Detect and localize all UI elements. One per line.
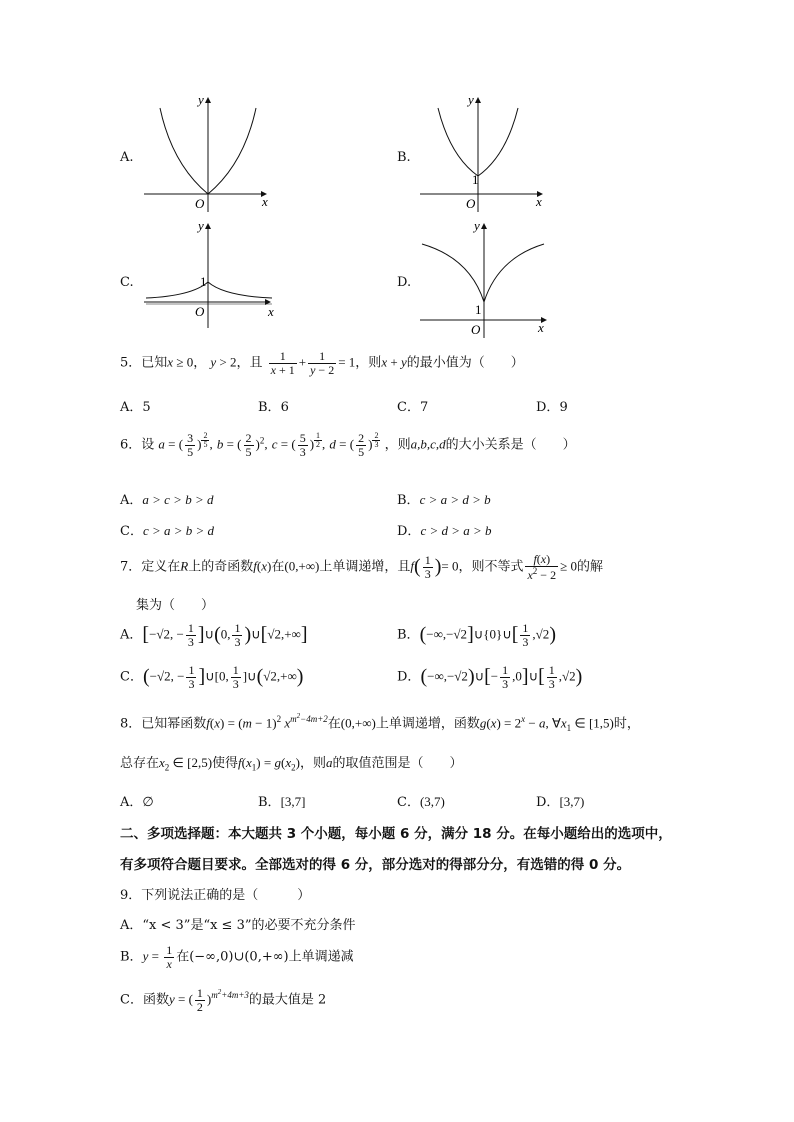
option-b[interactable]: B．y = $\frac{1}{x}$ 在(−∞,0)∪(0,+∞)上单调递减 <box>120 943 354 971</box>
option-c[interactable]: C．7 <box>397 400 429 415</box>
section-2-heading-line1: 二、多项选择题：本大题共 3 个小题，每小题 6 分，满分 18 分。在每小题给出的选项中， <box>120 826 672 842</box>
y-axis-label: y <box>198 218 204 233</box>
option-b[interactable]: B．c > a > d > b <box>397 492 491 508</box>
fraction: $\frac{1}{x + 1}$ <box>270 349 295 377</box>
option-b[interactable]: B．[3,7] <box>258 794 306 810</box>
option-a-label: A. <box>120 150 134 165</box>
x-axis-label: x <box>538 320 544 335</box>
question-6-stem: 6．设 a = ( $\frac{3}{5}$ ) $^{\frac{2}{5}}$ , b = ( $\frac{2}{5}$ )$^2$, c = ( $\frac{5}{3}$ ) $^{\frac{1}{2}}$ , d = ( $\frac{2}{5}$ ) $^{\frac{2}{3}}$ ，则a,b,c,d的大小关系是（ ） <box>120 431 576 459</box>
option-a[interactable]: A．[−√2, − $\frac{1}{3}$ ]∪(0, $\frac{1}{3}$ )∪[√2,+∞] <box>120 621 308 649</box>
option-d-label: D. <box>397 275 412 290</box>
question-6-number: 6．设 <box>120 437 155 453</box>
math-expr: R <box>180 558 189 574</box>
option-a[interactable]: A．a > c > b > d <box>120 492 214 508</box>
question-8-stem: 8．已知幂函数$f(x) = (m - 1)^2$ $x^{m^2-4m+2}$在(0,+∞)上单调递增，函数$g(x) = 2^x - a$, $\forall x_1$ ∈ [1,5)时， <box>120 712 640 733</box>
option-c-label: C. <box>120 275 134 290</box>
text: ， <box>193 355 207 371</box>
x-axis-label: x <box>268 304 274 319</box>
curve <box>146 282 272 298</box>
option-b[interactable]: B．(−∞,−√2]∪{0}∪[ $\frac{1}{3}$ ,√2) <box>397 621 556 649</box>
y-axis-label: y <box>474 218 480 233</box>
y-axis-label: y <box>468 92 474 107</box>
curve <box>422 244 544 302</box>
fraction: $\frac{1}{y - 2}$ <box>310 349 335 377</box>
option-c[interactable]: C．c > a > b > d <box>120 523 215 539</box>
math-expr: x <box>167 354 177 370</box>
question-7-line2: 集为（ ） <box>136 598 215 613</box>
math-expr: a,b,c,d <box>410 436 446 452</box>
option-b-label: B. <box>397 150 411 165</box>
graph-c <box>144 220 279 334</box>
origin-label: O <box>466 196 476 211</box>
option-a[interactable]: A．∅ <box>120 794 154 810</box>
graph-a <box>144 94 274 218</box>
option-d[interactable]: D．9 <box>536 400 568 415</box>
option-d[interactable]: D．[3,7) <box>536 794 585 810</box>
text: ，且 <box>236 355 263 371</box>
question-5-number: 5．已知 <box>120 355 168 371</box>
intercept-label: 1 <box>472 172 479 187</box>
question-8-line2: 总存在$x_2$ ∈ [2,5)使得$f(x_1) = g(x_2)$，则a的取值范围是（ ） <box>120 755 463 773</box>
option-c[interactable]: C．函数y = ( $\frac{1}{2}$ )$^{m^2+4m+3}$的最大值是 2 <box>120 986 327 1014</box>
intercept-label: 1 <box>200 274 207 289</box>
graph-b <box>420 94 550 218</box>
text: 的最小值为（ ） <box>406 355 524 371</box>
x-axis-label: x <box>262 194 268 209</box>
origin-label: O <box>195 304 205 319</box>
intercept-label: 1 <box>475 302 482 317</box>
option-d[interactable]: D．c > d > a > b <box>397 523 492 539</box>
text: ，则 <box>384 437 411 453</box>
question-5-stem: 5．已知x ≥ 0， y > 2，且 $\frac{1}{x + 1}$ + $\frac{1}{y - 2}$ = 1，则x + y的最小值为（ ） <box>120 349 524 377</box>
text: 的大小关系是（ ） <box>445 437 576 453</box>
option-c[interactable]: C．(3,7) <box>397 794 445 810</box>
text: ，则 <box>355 355 382 371</box>
option-d[interactable]: D．(−∞,−√2)∪[− $\frac{1}{3}$ ,0]∪[ $\frac{1}{3}$ ,√2) <box>397 663 583 691</box>
graph-d <box>420 220 555 344</box>
question-8-number: 8．已知幂函数 <box>120 716 207 732</box>
question-7-stem: 7．定义在R上的奇函数f(x)在(0,+∞)上单调递增，且f( $\frac{1}{3}$ )= 0，则不等式 $\frac{f(x)}{x^2 - 2}$ ≥ 0的解 <box>120 552 603 582</box>
question-7-number: 7．定义在 <box>120 559 181 575</box>
origin-label: O <box>471 322 481 337</box>
option-a[interactable]: A．“x < 3”是“x ≤ 3”的必要不充分条件 <box>120 918 356 933</box>
question-9-stem: 9．下列说法正确的是（ ） <box>120 888 311 903</box>
option-c[interactable]: C．(−√2, − $\frac{1}{3}$ ]∪[0, $\frac{1}{3}$ ]∪(√2,+∞) <box>120 663 304 691</box>
origin-label: O <box>195 196 205 211</box>
option-b[interactable]: B．6 <box>258 400 289 415</box>
option-a[interactable]: A．5 <box>120 400 151 415</box>
y-axis-label: y <box>198 92 204 107</box>
section-2-heading-line2: 有多项符合题目要求。全部选对的得 6 分，部分选对的得部分分，有选错的得 0 分。 <box>120 857 631 873</box>
x-axis-label: x <box>536 194 542 209</box>
